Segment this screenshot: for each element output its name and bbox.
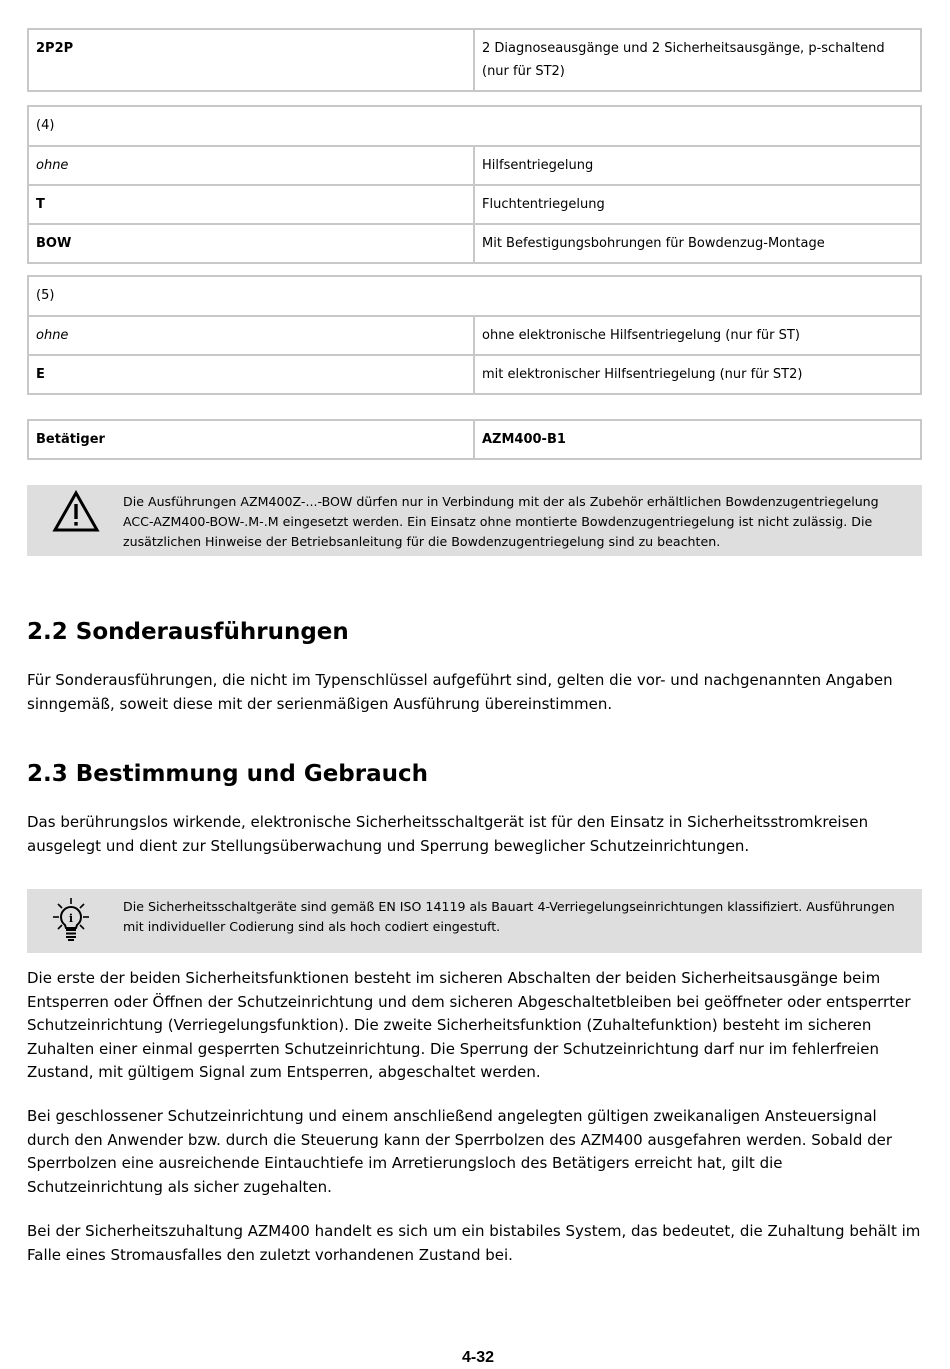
section-2-3-paragraph-3: Bei geschlossener Schutzeinrichtung und einem anschließend angelegten gültigen zweikanaligen Ansteuersignal durch den Anwender bzw. durch die Steuerung kann der Sperrbolzen des AZM400 ausgefahren werden. Sobald der Sperrbolzen eine ausreichende Eintauchtiefe im Arretierungsloch des Betätigers erreicht hat, gilt die Schutzeinrichtung als sicher zugehalten. <box>27 1107 893 1196</box>
warning-text: Die Ausführungen AZM400Z-...-BOW dürfen nur in Verbindung mit der als Zubehör erhältlichen Bowdenzugentriegelung ACC-AZM400-BOW-.M-.M eingesetzt werden. Ein Einsatz ohne montierte Bowdenzugentriegelung ist nicht zulässig. Die zusätzlichen Hinweise der Betriebsanleitung für die Bowdenzugentriegelung sind zu beachten. <box>123 494 879 549</box>
actuator-label: Betätiger <box>29 421 475 458</box>
table-cell-code: BOW <box>29 225 475 262</box>
table-cell-code: T <box>29 186 475 223</box>
table-cell-description: mit elektronischer Hilfsentriegelung (nur für ST2) <box>482 367 803 382</box>
table-cell-code: ohne <box>29 147 475 184</box>
table-cell-code: E <box>29 356 475 393</box>
table-row <box>29 354 920 393</box>
table-header-row <box>29 277 920 315</box>
section-2-2-paragraph: Für Sonderausführungen, die nicht im Typenschlüssel aufgeführt sind, gelten die vor- und nachgenannten Angaben sinngemäß, soweit diese mit der serienmäßigen Ausführung übereinstimmen. <box>27 671 893 713</box>
table-row <box>29 145 920 184</box>
section-2-3-paragraph-1: Das berührungslos wirkende, elektronische Sicherheitsschaltgerät ist für den Einsatz in Sicherheitsstromkreisen ausgelegt und dient zur Stellungsüberwachung und Sperrung beweglicher Schutzeinrichtungen. <box>27 813 869 855</box>
table-header: (5) <box>36 288 55 303</box>
actuator-table <box>27 419 922 460</box>
table-row <box>29 223 920 262</box>
table-cell-code: 2P2P <box>29 30 475 90</box>
option-5-table <box>27 275 922 395</box>
actuator-value: AZM400-B1 <box>482 432 566 447</box>
warning-triangle-icon <box>52 490 100 538</box>
lightbulb-info-icon <box>51 897 91 947</box>
section-2-3-paragraph-4: Bei der Sicherheitszuhaltung AZM400 handelt es sich um ein bistabiles System, das bedeutet, die Zuhaltung behält im Falle eines Stromausfalles den zuletzt vorhandenen Zustand bei. <box>27 1222 921 1264</box>
table-cell-code: ohne <box>29 317 475 354</box>
table-header: (4) <box>36 118 55 133</box>
table-cell-description: 2 Diagnoseausgänge und 2 Sicherheitsausgänge, p-schaltend (nur für ST2) <box>482 41 885 79</box>
output-variant-table <box>27 28 922 92</box>
table-row <box>29 30 920 90</box>
svg-text:i: i <box>68 912 74 925</box>
info-note <box>27 889 922 953</box>
table-cell-description: ohne elektronische Hilfsentriegelung (nur für ST) <box>482 328 800 343</box>
page-number: 4-32 <box>461 1349 495 1366</box>
warning-note <box>27 485 922 556</box>
section-heading-2-2: 2.2 Sonderausführungen <box>27 619 349 645</box>
option-4-table <box>27 105 922 264</box>
table-row <box>29 421 920 458</box>
info-text: Die Sicherheitsschaltgeräte sind gemäß EN ISO 14119 als Bauart 4-Verriegelungseinrichtungen klassifiziert. Ausführungen mit individueller Codierung sind als hoch codiert eingestuft. <box>123 899 895 934</box>
table-header-row <box>29 107 920 145</box>
table-cell-description: Fluchtentriegelung <box>482 197 605 212</box>
table-cell-description: Mit Befestigungsbohrungen für Bowdenzug-Montage <box>482 236 825 251</box>
table-cell-description: Hilfsentriegelung <box>482 158 594 173</box>
section-heading-2-3: 2.3 Bestimmung und Gebrauch <box>27 761 429 787</box>
table-row <box>29 315 920 354</box>
table-row <box>29 184 920 223</box>
section-2-3-paragraph-2: Die erste der beiden Sicherheitsfunktionen besteht im sicheren Abschalten der beiden Sicherheitsausgänge beim Entsperren oder Öffnen der Schutzeinrichtung und dem sicheren Abgeschaltetbleiben bei geöffneter oder entsperrter Schutzeinrichtung (Verriegelungsfunktion). Die zweite Sicherheitsfunktion (Zuhaltefunktion) besteht im sicheren Zuhalten einer einmal gesperrten Schutzeinrichtung. Die Sperrung der Schutzeinrichtung darf nur im fehlerfreien Zustand, mit gültigem Signal zum Entsperren, abgeschaltet werden. <box>27 969 911 1081</box>
